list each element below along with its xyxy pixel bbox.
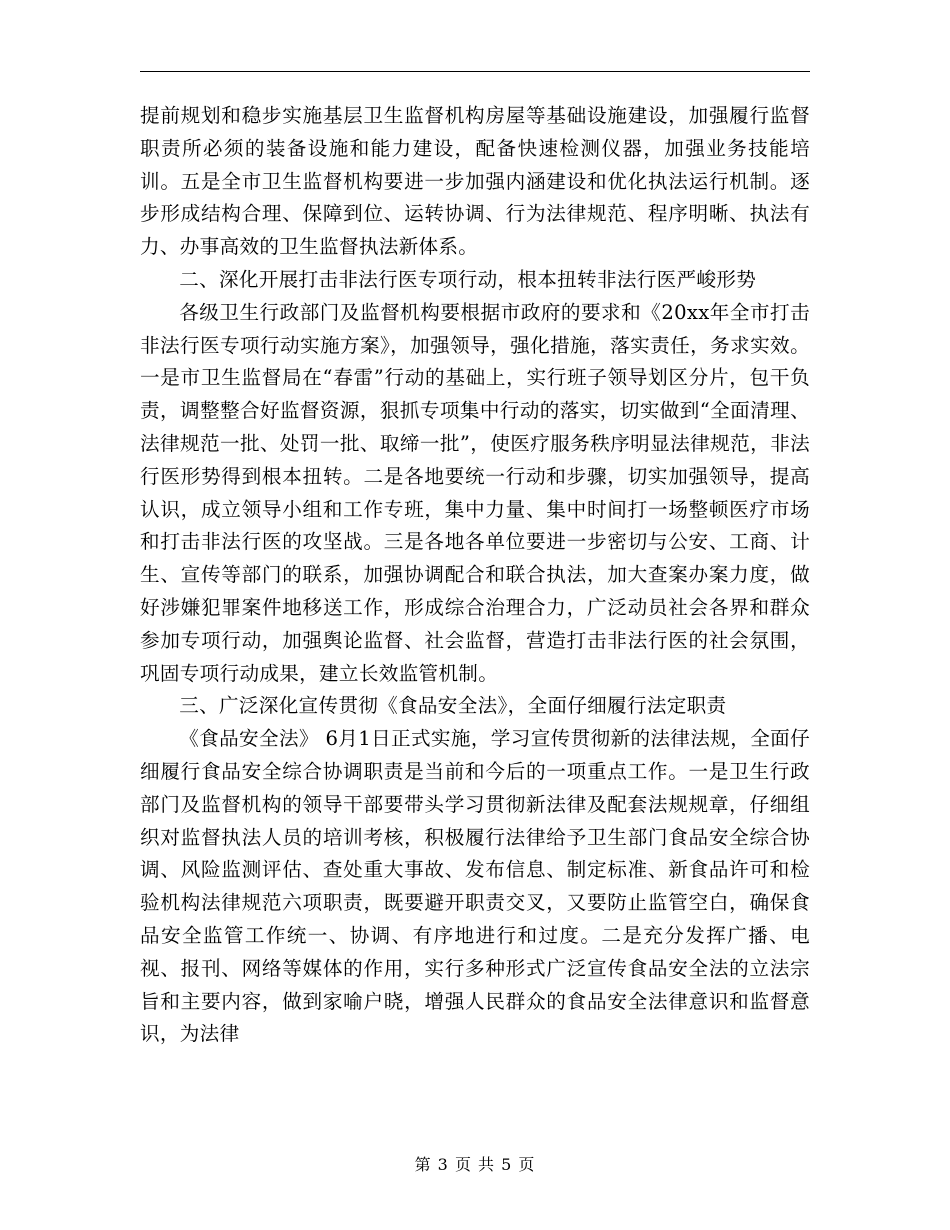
header-rule	[140, 71, 810, 72]
page-footer: 第 3 页 共 5 页	[414, 1155, 536, 1174]
section-heading-2: 二、深化开展打击非法行医专项行动，根本扭转非法行医严峻形势	[179, 267, 757, 291]
body-paragraph-3: 《食品安全法》 6月1日正式实施，学习宣传贯彻新的法律法规，全面仔细履行食品安全综合协调职责是当前和今后的一项重点工作。一是卫生行政部门及监督机构的领导干部要带头学习贯彻新法律及配套法规规章，仔细组织对监督执法人员的培训考核，积极履行法律给予卫生部门食品安全综合协调、风险监测评估、查处重大事故、发布信息、制定标准、新食品许可和检验机构法律规范六项职责，既要避开职责交叉，又要防止监管空白，确保食品安全监管工作统一、协调、有序地进行和过度。二是充分发挥广播、电视、报刊、网络等媒体的作用，实行多种形式广泛宣传食品安全法的立法宗旨和主要内容，做到家喻户晓，增强人民群众的食品安全法律意识和监督意识，为法律	[140, 727, 810, 1046]
section-heading-3: 三、广泛深化宣传贯彻《食品安全法》，全面仔细履行法定职责	[179, 694, 727, 718]
body-paragraph-1: 提前规划和稳步实施基层卫生监督机构房屋等基础设施建设，加强履行监督职责所必须的装备设施和能力建设，配备快速检测仪器，加强业务技能培训。五是全市卫生监督机构要进一步加强内涵建设和优化执法运行机制。逐步形成结构合理、保障到位、运转协调、行为法律规范、程序明晰、执法有力、办事高效的卫生监督执法新体系。	[140, 104, 810, 259]
body-paragraph-2: 各级卫生行政部门及监督机构要根据市政府的要求和《20xx年全市打击非法行医专项行动实施方案》，加强领导，强化措施，落实责任，务求实效。一是市卫生监督局在“春雷”行动的基础上，实行班子领导划区分片，包干负责，调整整合好监督资源，狠抓专项集中行动的落实，切实做到“全面清理、法律规范一批、处罚一批、取缔一批”，使医疗服务秩序明显法律规范，非法行医形势得到根本扭转。二是各地要统一行动和步骤，切实加强领导，提高认识，成立领导小组和工作专班，集中力量、集中时间打一场整顿医疗市场和打击非法行医的攻坚战。三是各地各单位要进一步密切与公安、工商、计生、宣传等部门的联系，加强协调配合和联合执法，加大查案办案力度，做好涉嫌犯罪案件地移送工作，形成综合治理合力，广泛动员社会各界和群众参加专项行动，加强舆论监督、社会监督，营造打击非法行医的社会氛围，巩固专项行动成果，建立长效监管机制。	[140, 300, 810, 685]
document-body	[140, 100, 810, 1051]
